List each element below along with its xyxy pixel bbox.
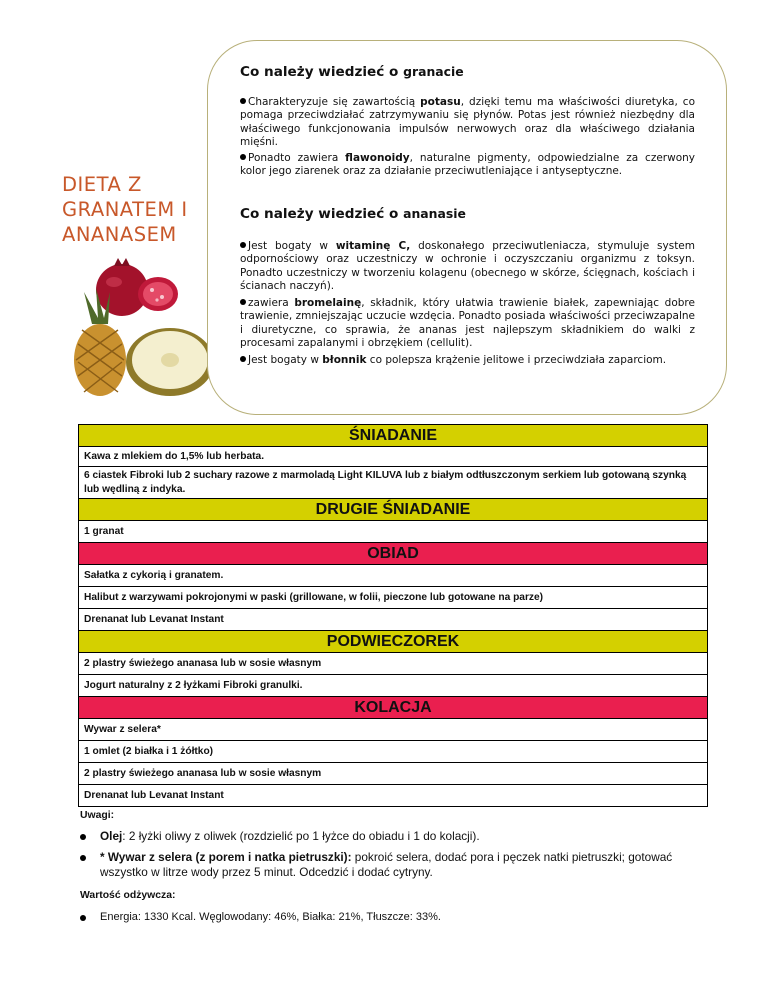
note-text	[100, 829, 720, 844]
title-line-1: DIETA Z	[62, 173, 142, 196]
ananas-paragraph-2	[240, 297, 695, 351]
bullet-icon	[240, 299, 246, 305]
bullet-icon	[240, 242, 246, 248]
text: Jest bogaty w	[248, 240, 328, 252]
header-drugie-sniadanie: DRUGIE ŚNIADANIE	[79, 499, 708, 521]
meal-item: 2 plastry świeżego ananasa lub w sosie własnym	[79, 653, 708, 675]
text: , dzięki temu ma właściwości diuretyka, co pomaga przeciwdziałać zatrzymywaniu się płynów. Potas jest również niezbędny dla właściwego funkcjonowania impulsów nerwowych oraz dla właściwego działania mięśni.	[240, 96, 695, 149]
header-kolacja: KOLACJA	[79, 697, 708, 719]
nutrition-label: Wartość odżywcza:	[80, 890, 176, 901]
ananas-paragraph-3	[240, 354, 695, 367]
text: Jest bogaty w	[248, 354, 319, 366]
ananas-heading	[240, 206, 466, 222]
text: Ponadto zawiera	[248, 152, 339, 164]
note-text	[100, 850, 720, 880]
notes-label: Uwagi:	[80, 810, 115, 821]
meal-item: Jogurt naturalny z 2 łyżkami Fibroki granulki.	[79, 675, 708, 697]
bullet-icon	[240, 98, 246, 104]
text-bold: flawonoidy	[345, 152, 410, 164]
header-sniadanie: ŚNIADANIE	[79, 425, 708, 447]
bullet-icon	[80, 834, 86, 840]
text: pokroić selera, dodać pora i pęczek natki pietruszki; gotować wszystko w litrze wody przez 5 minut. Odcedzić i dodać cytryny.	[100, 850, 673, 879]
header-podwieczorek: PODWIECZOREK	[79, 631, 708, 653]
text-bold: bromelainę	[294, 297, 362, 309]
bullet-icon	[80, 915, 86, 921]
text: zawiera	[248, 297, 289, 309]
meal-item: 2 plastry świeżego ananasa lub w sosie własnym	[79, 763, 708, 785]
title-line-3: ANANASEM	[62, 223, 177, 246]
meal-item: 1 granat	[79, 521, 708, 543]
text: : 2 łyżki oliwy z oliwek (rozdzielić po 1 łyżce do obiadu i 1 do kolacji).	[122, 829, 480, 843]
meal-item: Drenanat lub Levanat Instant	[79, 609, 708, 631]
granat-heading-sub: granacie	[403, 64, 464, 79]
meal-item: Sałatka z cykorią i granatem.	[79, 565, 708, 587]
bullet-icon	[80, 855, 86, 861]
text-bold: witaminę C,	[335, 240, 411, 252]
note-olej	[80, 829, 720, 845]
note-text: Energia: 1330 Kcal. Węglowodany: 46%, Białka: 21%, Tłuszcze: 33%.	[100, 911, 441, 923]
title-line-2: GRANATEM I	[62, 198, 188, 221]
text-bold: * Wywar z selera (z porem i natka pietruszki):	[100, 850, 352, 864]
granat-heading-main: Co należy wiedzieć o	[240, 64, 399, 80]
page-title	[62, 172, 188, 247]
text: doskonałego przeciwutleniacza, stymuluje system odpornościowy oraz uczestniczy w ochronie i oczyszczaniu organizmu z toksyn. Ponadto uczestniczy w tworzeniu kolagenu (obecnego w skórze, ścięgnach, kościach i ścianach naczyń).	[240, 240, 695, 293]
note-wywar	[80, 850, 720, 882]
meal-item: Wywar z selera*	[79, 719, 708, 741]
ananas-paragraph-1	[240, 240, 695, 294]
note-energia	[80, 910, 720, 926]
meal-item: 6 ciastek Fibroki lub 2 suchary razowe z marmoladą Light KILUVA lub z białym odtłuszczonym serkiem lub gotowaną szynką lub wędliną z indyka.	[79, 467, 708, 499]
granat-paragraph-2	[240, 152, 695, 179]
meal-item: Kawa z mlekiem do 1,5% lub herbata.	[79, 447, 708, 467]
text: co polepsza krążenie jelitowe i przeciwdziała zaparciom.	[366, 354, 667, 366]
meal-item: Drenanat lub Levanat Instant	[79, 785, 708, 807]
ananas-heading-main: Co należy wiedzieć o	[240, 206, 399, 222]
text: Charakteryzuje się zawartością	[248, 96, 416, 108]
text-bold: potasu	[420, 96, 461, 108]
text-bold: błonnik	[322, 354, 367, 366]
meal-item: Halibut z warzywami pokrojonymi w paski (grillowane, w folii, pieczone lub gotowane na parze)	[79, 587, 708, 609]
granat-paragraph-1	[240, 96, 695, 150]
header-obiad: OBIAD	[79, 543, 708, 565]
ananas-heading-sub: ananasie	[403, 206, 466, 221]
meal-plan-table	[78, 424, 708, 807]
granat-heading	[240, 64, 464, 80]
meal-item: 1 omlet (2 białka i 1 żółtko)	[79, 741, 708, 763]
text-bold: Olej	[100, 829, 123, 843]
bullet-icon	[240, 356, 246, 362]
text: , naturalne pigmenty, odpowiedzialne za czerwony kolor jego ziarenek oraz za działanie przeciwutleniające i antyseptyczne.	[240, 152, 695, 178]
text: , składnik, który ułatwia trawienie białek, zapewniając dobre trawienie, zmniejszając uczucie wzdęcia. Ponadto posiada właściwości przeciwzapalne i diuretyczne, co sprawia, że ananas jest najlepszym składnikiem do walki z procesami zapalanymi i obrzękiem (cellulit).	[240, 297, 695, 350]
bullet-icon	[240, 154, 246, 160]
